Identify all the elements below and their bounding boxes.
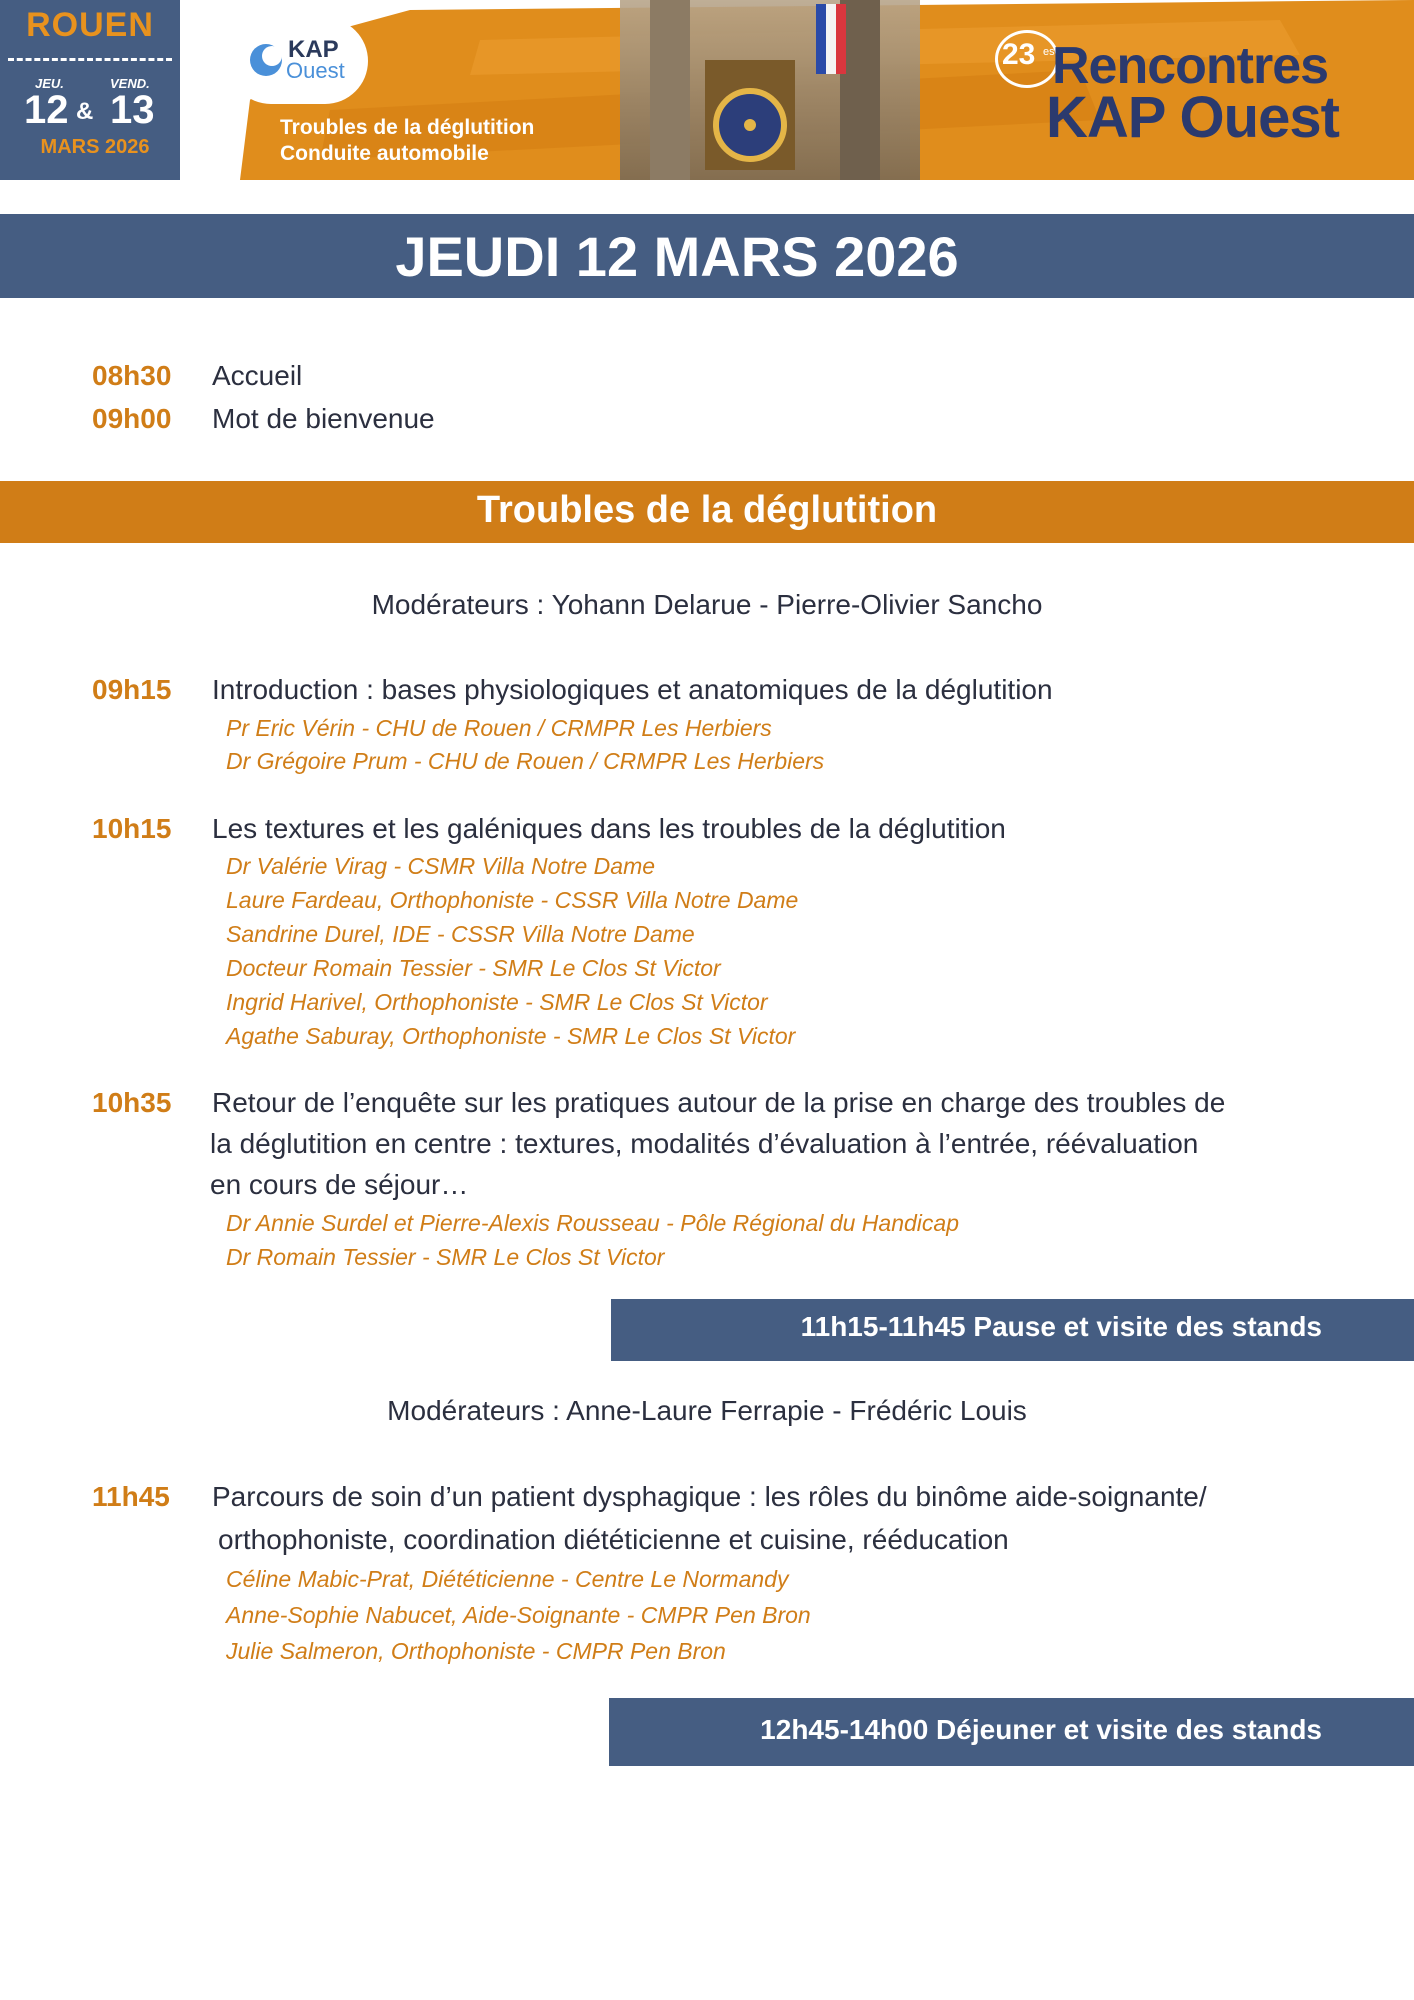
section-bar (0, 481, 1414, 543)
lunch-text: 12h45-14h00 Déjeuner et visite des stands (760, 1714, 1322, 1745)
edition-suffix: es (1043, 46, 1055, 58)
day-title: JEUDI 12 MARS 2026 (395, 225, 959, 288)
banner-title-line2: KAP Ouest (1046, 85, 1339, 150)
badge-city: ROUEN (26, 6, 154, 44)
speaker: Laure Fardeau, Orthophoniste - CSSR Villa Notre Dame (226, 887, 799, 913)
talk-title: Les textures et les galéniques dans les troubles de la déglutition (212, 813, 1006, 844)
speaker: Dr Romain Tessier - SMR Le Clos St Victor (226, 1244, 665, 1270)
opening-label: Mot de bienvenue (212, 403, 435, 434)
moderators-line: Modérateurs : Yohann Delarue - Pierre-Olivier Sancho (371, 589, 1043, 620)
banner-title-line1: Rencontres (1052, 37, 1329, 95)
speaker: Docteur Romain Tessier - SMR Le Clos St Victor (226, 955, 721, 981)
speaker: Julie Salmeron, Orthophoniste - CMPR Pen Bron (226, 1638, 726, 1664)
moderators-line: Modérateurs : Anne-Laure Ferrapie - Frédéric Louis (387, 1395, 1027, 1426)
speaker: Ingrid Harivel, Orthophoniste - SMR Le Clos St Victor (226, 989, 768, 1015)
talk-time: 09h15 (92, 674, 172, 705)
day-title-bar (0, 214, 1414, 298)
talk-time: 10h15 (92, 813, 172, 844)
logo-ouest-text: Ouest (286, 58, 345, 83)
talk-title: en cours de séjour… (210, 1169, 469, 1200)
talk-title: Introduction : bases physiologiques et anatomiques de la déglutition (212, 674, 1053, 705)
speaker: Agathe Saburay, Orthophoniste - SMR Le Clos St Victor (226, 1023, 796, 1049)
badge-day1: 12 (24, 88, 69, 132)
talk-title: Parcours de soin d’un patient dysphagique : les rôles du binôme aide-soignante/ (212, 1481, 1207, 1512)
pause-bar (611, 1299, 1414, 1361)
date-badge (0, 0, 180, 180)
speaker: Dr Grégoire Prum - CHU de Rouen / CRMPR Les Herbiers (226, 748, 825, 774)
badge-day2-label: VEND. (110, 76, 150, 91)
speaker: Sandrine Durel, IDE - CSSR Villa Notre Dame (226, 921, 695, 947)
logo-kap-text: KAP (288, 36, 339, 63)
badge-month: MARS 2026 (40, 136, 150, 158)
banner-topic-1: Troubles de la déglutition (280, 116, 535, 139)
badge-divider (8, 58, 172, 61)
banner-topic-2: Conduite automobile (280, 142, 489, 165)
flag-icon (816, 4, 826, 74)
badge-ampersand: & (76, 98, 94, 125)
lunch-bar (609, 1698, 1414, 1766)
header-banner (180, 0, 1414, 180)
speaker: Pr Eric Vérin - CHU de Rouen / CRMPR Les Herbiers (226, 715, 772, 741)
opening-time: 09h00 (92, 403, 172, 434)
talk-title: la déglutition en centre : textures, modalités d’évaluation à l’entrée, réévaluation (210, 1128, 1199, 1159)
opening-label: Accueil (212, 360, 303, 391)
talk-title: Retour de l’enquête sur les pratiques autour de la prise en charge des troubles de (212, 1087, 1226, 1118)
talk-time: 10h35 (92, 1087, 172, 1118)
talk-time: 11h45 (92, 1481, 170, 1512)
speaker: Dr Annie Surdel et Pierre-Alexis Rousseau - Pôle Régional du Handicap (226, 1210, 959, 1236)
edition-number: 23 (1002, 38, 1036, 71)
badge-day1-label: JEU. (35, 76, 64, 91)
speaker: Anne-Sophie Nabucet, Aide-Soignante - CMPR Pen Bron (226, 1602, 811, 1628)
badge-day2: 13 (110, 88, 155, 132)
speaker: Dr Valérie Virag - CSMR Villa Notre Dame (226, 853, 656, 879)
speaker: Céline Mabic-Prat, Diététicienne - Centre Le Normandy (226, 1566, 789, 1592)
talk-title: orthophoniste, coordination diététicienne et cuisine, rééducation (218, 1524, 1009, 1555)
opening-time: 08h30 (92, 360, 172, 391)
section-title: Troubles de la déglutition (476, 489, 938, 531)
pause-text: 11h15-11h45 Pause et visite des stands (800, 1311, 1322, 1342)
